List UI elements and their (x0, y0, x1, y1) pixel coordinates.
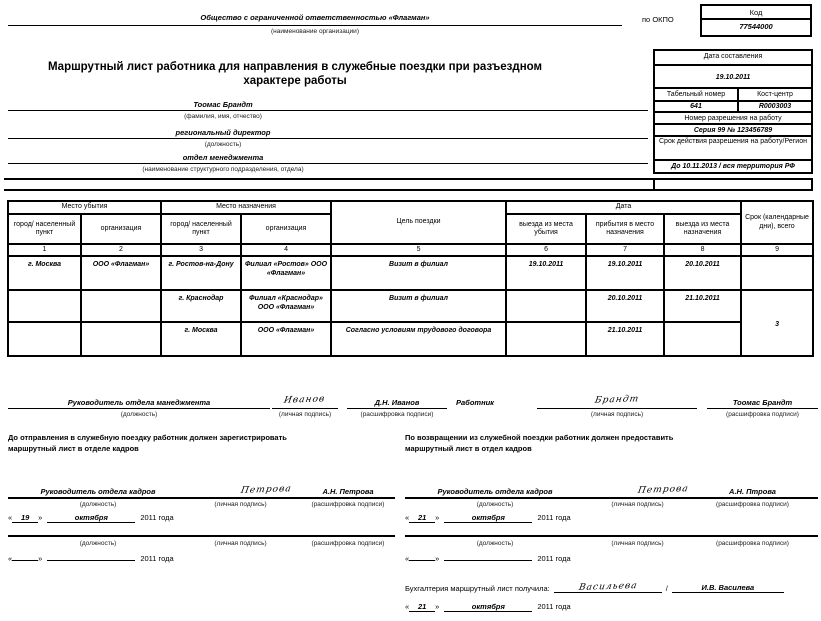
employee-position-hint: (должность) (204, 141, 242, 148)
manager-signature-field (272, 394, 338, 409)
worker-signature: Брандт (593, 394, 640, 406)
col-header-departure-org: организация (81, 214, 161, 244)
col-number: 4 (241, 244, 331, 256)
hr-right-position-hint: (должность) (476, 501, 514, 508)
cell-date-in: 19.10.2011 (586, 256, 664, 290)
trip-row-1 (8, 256, 813, 290)
col-header-purpose: Цель поездки (331, 201, 506, 244)
hr-left-position: Руководитель отдела кадров (40, 487, 156, 496)
blank-left-date (8, 554, 174, 563)
code-label: Код (702, 6, 810, 20)
tab-number-value: 641 (655, 102, 739, 111)
worker-name-field (707, 394, 818, 409)
col-number: 2 (81, 244, 161, 256)
permit-term-label: Срок действия разрешения на работу/Регион (655, 135, 811, 159)
trip-row-3 (8, 322, 813, 356)
code-value: 77544000 (739, 22, 773, 31)
cell-destination-city: г. Краснодар (161, 290, 241, 322)
cell-destination-city: г. Ростов-на-Дону (161, 256, 241, 290)
accounting-date (405, 602, 571, 612)
blank-left-year: 2011 года (140, 554, 174, 563)
quote-close: » (435, 554, 440, 563)
cell-date-in: 21.10.2011 (586, 322, 664, 356)
blank-left-month (47, 560, 135, 561)
quote-open: « (8, 554, 13, 563)
blank-right-year: 2011 года (537, 554, 571, 563)
cell-departure-org: ООО «Флагман» (81, 256, 161, 290)
hr-right-signature-hint: (личная подпись) (611, 501, 664, 508)
col-header-date-in: прибытия в место назначения (586, 214, 664, 244)
blank-left-row (8, 529, 395, 537)
accounting-signature-field (554, 582, 662, 593)
col-number: 9 (741, 244, 813, 256)
manager-position-field (8, 394, 270, 409)
cell-date-out (506, 290, 586, 322)
cell-purpose: Согласно условиям трудового договора (331, 322, 506, 356)
quote-close: » (435, 602, 440, 611)
cell-destination-org: Филиал «Ростов» ООО «Флагман» (241, 256, 331, 290)
cell-departure-org (81, 322, 161, 356)
cell-term-total: 3 (741, 290, 813, 356)
blank-right-row (405, 529, 818, 537)
cost-center-value: R0003003 (758, 103, 792, 110)
cell-departure-org (81, 290, 161, 322)
hr-right-date (405, 513, 571, 523)
employee-department: отдел менеджмента (182, 153, 264, 162)
hr-left-month: октября (47, 513, 135, 523)
blank-right-day (409, 560, 435, 561)
col-header-date-leave: выезда из места назначения (664, 214, 741, 244)
col-header-date: Дата (506, 201, 741, 214)
hr-right-year: 2011 года (537, 513, 571, 522)
col-number: 7 (586, 244, 664, 256)
employee-department-hint: (наименование структурного подразделения, отдела) (142, 166, 304, 173)
cell-destination-org: ООО «Флагман» (241, 322, 331, 356)
tab-number-label: Табельный номер (655, 89, 739, 100)
manager-signature: Иванов (283, 394, 327, 406)
cost-center-label: Кост-центр (757, 91, 793, 98)
blank-left-day (12, 560, 38, 561)
blank-right-month (444, 560, 532, 561)
manager-position-hint: (должность) (120, 411, 158, 418)
manager-position: Руководитель отдела манеджмента (67, 398, 211, 407)
page-title: Маршрутный лист работника для направления в служебные поездки при разъездном характере работы (47, 61, 543, 87)
col-number: 6 (506, 244, 586, 256)
cell-term (741, 256, 813, 290)
info-box (653, 49, 813, 174)
col-header-departure: Место убытия (8, 201, 161, 214)
employee-position: региональный директор (175, 128, 271, 137)
manager-name-hint: (расшифровка подписи) (360, 411, 434, 418)
separator-band (4, 178, 813, 191)
col-header-destination: Место назначения (161, 201, 331, 214)
info-tab-cost-labels (655, 87, 811, 100)
col-number: 1 (8, 244, 81, 256)
org-name-hint: (наименование организации) (271, 28, 359, 35)
hr-left-year: 2011 года (140, 513, 174, 522)
accounting-separator: / (665, 584, 668, 593)
hr-left-date (8, 513, 174, 523)
cell-date-out: 19.10.2011 (506, 256, 586, 290)
cell-destination-city: г. Москва (161, 322, 241, 356)
worker-signature-hint: (личная подпись) (590, 411, 644, 418)
blank-left-name-hint: (расшифровка подписи) (311, 540, 385, 547)
quote-open: « (405, 513, 410, 522)
cell-departure-city (8, 322, 81, 356)
hr-left-row (8, 484, 395, 499)
hr-right-signature-script: Петрова (636, 484, 690, 496)
note-after-trip: По возвращении из служебной поездки работник должен предоставить маршрутный лист в отдел кадров (405, 433, 674, 453)
trip-row-2 (8, 290, 813, 322)
hr-left-signature-script: Петрова (239, 484, 293, 496)
col-header-destination-org: организация (241, 214, 331, 244)
cell-date-out (506, 322, 586, 356)
code-box (700, 4, 812, 37)
hr-left-position-hint: (должность) (79, 501, 117, 508)
col-header-term: Срок (календарные дни), всего (741, 201, 813, 244)
blank-right-name-hint: (расшифровка подписи) (716, 540, 789, 547)
col-header-destination-city: город/ населенный пункт (161, 214, 241, 244)
cell-purpose: Визит в филиал (331, 256, 506, 290)
cell-date-leave: 21.10.2011 (664, 290, 741, 322)
cell-departure-city (8, 290, 81, 322)
cell-date-leave (664, 322, 741, 356)
col-header-date-out: выезда из места убытия (506, 214, 586, 244)
employee-department-field (8, 151, 648, 164)
accounting-label: Бухгалтерия маршрутный лист получила: (405, 584, 550, 593)
quote-open: « (8, 513, 13, 522)
employee-name: Тоомас Брандт (193, 100, 253, 109)
permit-term-value: До 10.11.2013 / вся территория РФ (655, 159, 811, 172)
manager-signature-hint: (личная подпись) (278, 411, 332, 418)
info-date-value: 19.10.2011 (655, 64, 811, 87)
quote-close: » (38, 513, 43, 522)
org-name: Общество с ограниченной ответственностью «Флагман» (200, 13, 430, 22)
org-name-field (8, 10, 622, 26)
accounting-name: И.В. Василева (672, 583, 784, 593)
quote-close: » (435, 513, 440, 522)
accounting-year: 2011 года (537, 602, 571, 611)
separator-band-right-cell (653, 180, 813, 189)
blank-left-position-hint: (должность) (79, 540, 117, 547)
quote-open: « (405, 602, 410, 611)
info-date-label: Дата составления (703, 53, 763, 60)
blank-right-date (405, 554, 571, 563)
cell-purpose: Визит в филиал (331, 290, 506, 322)
accounting-month: октября (444, 602, 532, 612)
worker-signature-field (537, 394, 697, 409)
blank-right-position-hint: (должность) (476, 540, 514, 547)
accounting-day: 21 (409, 602, 435, 612)
trip-table (7, 200, 814, 357)
cell-destination-org: Филиал «Краснодар» ООО «Флагман» (241, 290, 331, 322)
hr-left-signature-hint: (личная подпись) (214, 501, 267, 508)
accounting-row (405, 582, 818, 593)
manager-name: Д.Н. Иванов (374, 398, 420, 407)
hr-right-day: 21 (409, 513, 435, 523)
cell-date-in: 20.10.2011 (586, 290, 664, 322)
cell-departure-city: г. Москва (8, 256, 81, 290)
blank-left-signature-hint: (личная подпись) (214, 540, 267, 547)
worker-label: Работник (456, 398, 494, 407)
blank-right-signature-hint: (личная подпись) (611, 540, 664, 547)
hr-right-month: октября (444, 513, 532, 523)
quote-close: » (38, 554, 43, 563)
okpo-label: по ОКПО (642, 15, 674, 24)
hr-right-position: Руководитель отдела кадров (437, 487, 553, 496)
hr-right-name: А.Н. Птрова (729, 487, 776, 496)
note-before-trip: До отправления в служебную поездку работник должен зарегистрировать маршрутный лист в отделе кадров (8, 433, 287, 453)
manager-name-field (347, 394, 447, 409)
col-number: 5 (331, 244, 506, 256)
col-header-departure-city: город/ населенный пункт (8, 214, 81, 244)
hr-left-name: А.Н. Петрова (322, 487, 374, 496)
worker-name: Тоомас Брандт (732, 398, 793, 407)
employee-position-field (8, 126, 648, 139)
accounting-signature-script: Васильева (577, 580, 639, 594)
hr-right-name-hint: (расшифровка подписи) (716, 501, 789, 508)
worker-name-hint: (расшифровка подписи) (726, 411, 799, 418)
hr-left-day: 19 (12, 513, 38, 523)
col-number: 3 (161, 244, 241, 256)
cell-date-leave: 20.10.2011 (664, 256, 741, 290)
info-tab-cost-values (655, 100, 811, 111)
employee-name-field (8, 98, 648, 111)
col-number: 8 (664, 244, 741, 256)
quote-open: « (405, 554, 410, 563)
hr-right-row (405, 484, 818, 499)
hr-left-name-hint: (расшифровка подписи) (311, 501, 385, 508)
permit-value: Серия 99 № 123456789 (655, 123, 811, 135)
permit-label: Номер разрешения на работу (655, 111, 811, 123)
employee-name-hint: (фамилия, имя, отчество) (184, 113, 262, 120)
